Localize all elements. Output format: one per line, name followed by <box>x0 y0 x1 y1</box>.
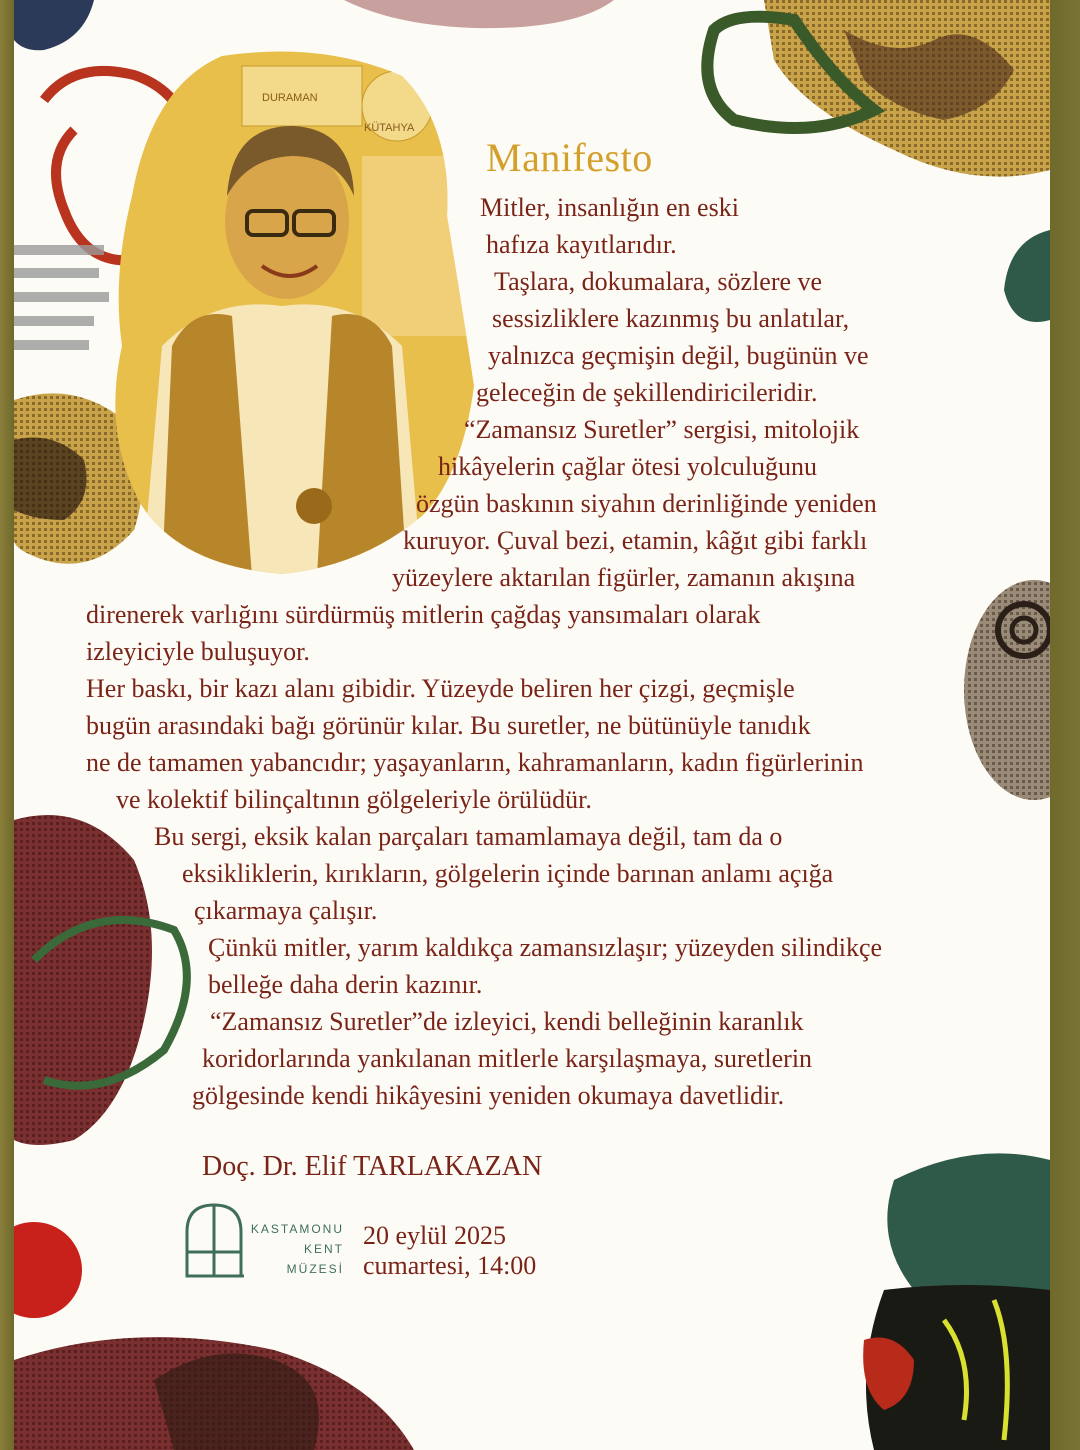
museum-logo <box>184 1200 346 1280</box>
logo-line-3: MÜZESİ <box>286 1262 344 1276</box>
manifesto-line: Çünkü mitler, yarım kaldıkça zamansızlaşır; yüzeyden silindikçe <box>208 933 883 962</box>
manifesto-line: gölgesinde kendi hikâyesini yeniden okumaya davetlidir. <box>192 1081 785 1110</box>
manifesto-line: hafıza kayıtlarıdır. <box>486 230 677 259</box>
blob-bottom-right-green <box>887 1153 1050 1303</box>
manifesto-line: belleğe daha derin kazınır. <box>208 970 483 999</box>
logo-line-2: KENT <box>303 1242 344 1256</box>
manifesto-line: Taşlara, dokumalara, sözlere ve <box>494 267 823 296</box>
manifesto-line: Her baskı, bir kazı alanı gibidir. Yüzeyde beliren her çizgi, geçmişle <box>86 674 795 703</box>
manifesto-line: geleceğin de şekillendiricileridir. <box>476 378 818 407</box>
manifesto-title: Manifesto <box>486 135 653 180</box>
poster <box>14 0 1050 1450</box>
event-time: cumartesi, 14:00 <box>363 1251 537 1280</box>
manifesto-line: direnerek varlığını sürdürmüş mitlerin çağdaş yansımaları olarak <box>86 600 761 629</box>
manifesto-line: “Zamansız Suretler”de izleyici, kendi belleğinin karanlık <box>210 1007 804 1036</box>
logo-line-1: KASTAMONU <box>250 1222 344 1236</box>
blob-left-lower <box>14 815 152 1145</box>
blob-top-left <box>14 0 94 50</box>
museum-logo-icon <box>184 1202 244 1278</box>
event-date: 20 eylül 2025 <box>363 1221 506 1250</box>
manifesto-line: eksikliklerin, kırıkların, gölgelerin içinde barınan anlamı açığa <box>182 859 834 888</box>
manifesto-line: hikâyelerin çağlar ötesi yolculuğunu <box>438 452 818 481</box>
manifesto-line: Bu sergi, eksik kalan parçaları tamamlamaya değil, tam da o <box>154 822 783 851</box>
manifesto-line: ne de tamamen yabancıdır; yaşayanların, kahramanların, kadın figürlerinin <box>86 748 864 777</box>
manifesto-line: ve kolektif bilinçaltının gölgeleriyle örülüdür. <box>116 785 592 814</box>
manifesto-line: koridorlarında yankılanan mitlerle karşılaşmaya, suretlerin <box>202 1044 813 1073</box>
blob-top-band <box>344 0 614 28</box>
manifesto-line: “Zamansız Suretler” sergisi, mitolojik <box>464 415 860 444</box>
photo-sign-duraman: DURAMAN <box>262 92 318 104</box>
manifesto-line: yalnızca geçmişin değil, bugünün ve <box>488 341 869 370</box>
author-name: Doç. Dr. Elif TARLAKAZAN <box>202 1151 543 1182</box>
manifesto-line: özgün baskının siyahın derinliğinde yeniden <box>416 489 877 518</box>
manifesto-line: sessizliklere kazınmış bu anlatılar, <box>492 304 850 333</box>
manifesto-line: yüzeylere aktarılan figürler, zamanın akışına <box>392 563 856 592</box>
photo-sign-kutahya: KÜTAHYA <box>364 122 415 134</box>
red-dot <box>14 1222 82 1318</box>
blob-right-green <box>1004 230 1050 322</box>
manifesto-line: izleyiciyle buluşuyor. <box>86 637 310 666</box>
manifesto-line: kuruyor. Çuval bezi, etamin, kâğıt gibi farklı <box>403 526 868 555</box>
manifesto-line: bugün arasındaki bağı görünür kılar. Bu suretler, ne bütünüyle tanıdık <box>86 711 811 740</box>
manifesto-line: çıkarmaya çalışır. <box>194 896 378 925</box>
grey-stripes <box>14 245 109 350</box>
event-info <box>363 1221 536 1281</box>
manifesto-line: Mitler, insanlığın en eski <box>480 193 739 222</box>
